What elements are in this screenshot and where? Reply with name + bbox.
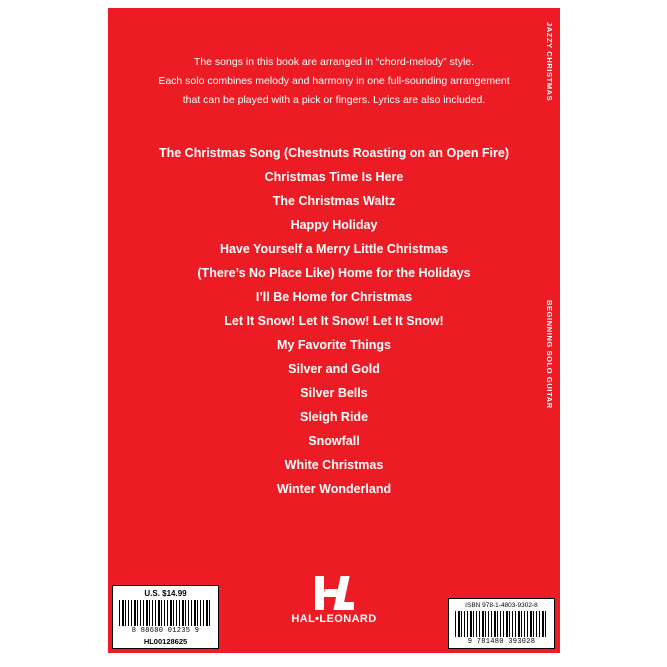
hal-leonard-logo-icon <box>313 576 355 610</box>
list-item: Sleigh Ride <box>299 410 369 424</box>
list-item: Happy Holiday <box>290 218 378 232</box>
list-item: Silver and Gold <box>288 362 380 376</box>
intro-line-2: Each solo combines melody and harmony in one full-sounding arrangement <box>158 75 510 87</box>
list-item: (There’s No Place Like) Home for the Holidays <box>197 266 471 280</box>
list-item: The Christmas Song (Chestnuts Roasting on an Open Fire) <box>158 146 510 160</box>
price-label: U.S. $14.99 <box>144 589 187 598</box>
isbn-digits: 9 781480 393028 <box>467 638 536 646</box>
isbn-barcode-block <box>448 598 555 649</box>
list-item: My Favorite Things <box>277 338 391 352</box>
list-item: Snowfall <box>308 434 360 448</box>
intro-paragraph <box>108 53 560 110</box>
list-item: White Christmas <box>284 458 384 472</box>
upc-digits: 8 88680 01235 9 <box>131 627 200 635</box>
list-item: I’ll Be Home for Christmas <box>255 290 413 304</box>
isbn-label: ISBN 978-1-4803-9302-8 <box>465 602 538 609</box>
cover-panel <box>108 8 560 653</box>
upc-barcode-block <box>112 585 219 649</box>
list-item: Christmas Time Is Here <box>264 170 404 184</box>
list-item: Let It Snow! Let It Snow! Let It Snow! <box>224 314 444 328</box>
list-item: Winter Wonderland <box>276 482 392 496</box>
list-item: The Christmas Waltz <box>272 194 396 208</box>
barcode-bars <box>119 600 212 626</box>
publisher-logo <box>275 576 393 625</box>
product-code: HL00128625 <box>143 637 188 646</box>
list-item: Silver Bells <box>300 386 368 400</box>
spine-series-label: BEGINNING SOLO GUITAR <box>545 300 554 409</box>
intro-line-1: The songs in this book are arranged in “chord-melody” style. <box>193 56 475 68</box>
song-list <box>108 141 560 501</box>
intro-line-3: that can be played with a pick or fingers. Lyrics are also included. <box>182 94 486 106</box>
spine-title-label: JAZZY CHRISTMAS <box>545 22 554 102</box>
list-item: Have Yourself a Merry Little Christmas <box>219 242 449 256</box>
publisher-name: HAL•LEONARD <box>291 613 377 625</box>
barcode-bars <box>455 611 548 637</box>
